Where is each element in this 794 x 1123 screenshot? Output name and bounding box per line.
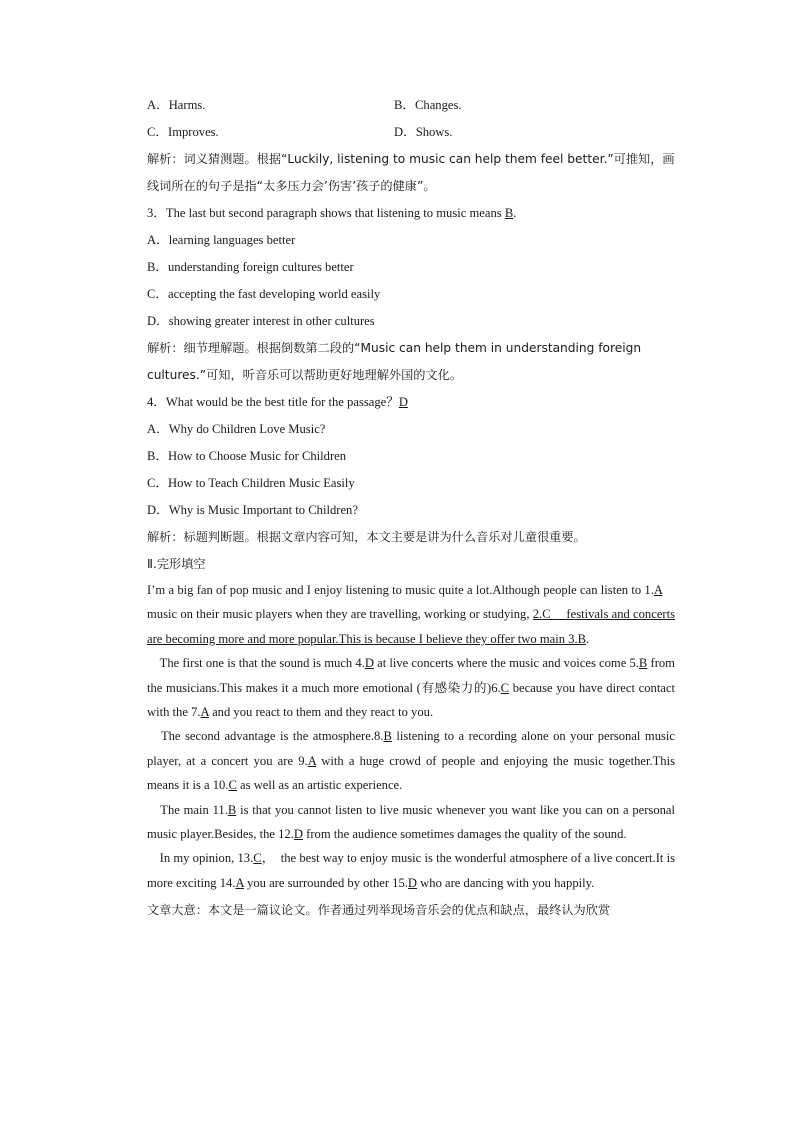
q2-option-a: A．Harms. (147, 98, 206, 112)
q2-options-row-2 (147, 119, 675, 146)
blank-9: A (307, 753, 317, 768)
document-page (147, 92, 675, 924)
cloze-paragraph-3: The second advantage is the atmosphere.8.B listening to a recording alone on your personal music player, at a concert you are 9.A with a huge crowd of people and enjoying the music together.This means it is a 10.C as well as an artistic experience. (147, 729, 675, 793)
blank-4: D (364, 656, 374, 671)
blank-7: A (200, 705, 209, 720)
q3-analysis-line-2: cultures.”可知，听音乐可以帮助更好地理解外国的文化。 (147, 368, 463, 382)
q4-option-d: D．Why is Music Important to Children? (147, 503, 358, 517)
q2-option-c: C．Improves. (147, 125, 219, 139)
q2-options-row-1 (147, 92, 675, 119)
blank-8: B (383, 729, 392, 744)
blank-12: D (293, 827, 304, 842)
underlined-sentence: 2.C__ festivals and concerts are becoming more and more popular.This is because I believe they offer two main 3.B (147, 607, 675, 646)
blank-15: D (407, 875, 418, 890)
q4-stem: 4．What would be the best title for the passage？D (147, 395, 408, 409)
blank-1: A (653, 583, 663, 597)
q4-option-c: C．How to Teach Children Music Easily (147, 476, 355, 490)
section-heading: Ⅱ.完形填空 (147, 557, 206, 571)
q3-stem: 3．The last but second paragraph shows that listening to music means B. (147, 206, 517, 220)
q3-option-a: A．learning languages better (147, 233, 296, 247)
q4-answer: D (398, 395, 408, 409)
q3-option-d: D．showing greater interest in other cultures (147, 314, 375, 328)
q4-option-b: B．How to Choose Music for Children (147, 449, 347, 463)
q2-analysis-line-2: 线词所在的句子是指“太多压力会’伤害’孩子的健康”。 (147, 179, 436, 193)
q3-analysis-line-1: 解析：细节理解题。根据倒数第二段的“Music can help them in understanding foreign (147, 341, 642, 355)
q4-analysis: 解析：标题判断题。根据文章内容可知，本文主要是讲为什么音乐对儿童很重要。 (147, 530, 586, 544)
q2-option-b: B．Changes. (394, 98, 462, 112)
blank-14: A (235, 875, 244, 890)
q3-answer: B (504, 206, 514, 220)
cloze-paragraph-4: The main 11.B is that you cannot listen to live music whenever you want like you can on a personal music player.Besides, the 12.D from the audience sometimes damages the quality of the sound. (147, 802, 675, 842)
blank-10: C (228, 778, 237, 793)
q2-option-d: D．Shows. (394, 125, 453, 139)
q2-analysis-line-1: 解析：词义猜测题。根据“Luckily, listening to music can help them feel better.”可推知，画 (147, 152, 675, 166)
blank-13: C (253, 851, 262, 866)
cloze-paragraph-2: The first one is that the sound is much 4.D at live concerts where the music and voices come 5.B from the musicians.This makes it a much more emotional (有感染力的)6.C because you have direct contact with the 7.A and you react to them and they react to you. (147, 656, 675, 720)
q3-option-b: B．understanding foreign cultures better (147, 260, 354, 274)
q4-option-a: A．Why do Children Love Music? (147, 422, 326, 436)
cloze-paragraph-1: I’m a big fan of pop music and I enjoy listening to music quite a lot.Although people can listen to 1.A music on their music players when they are travelling, working or studying, 2.C__ festivals and concerts are becoming more and more popular.This is because I believe they offer two main 3.B. (147, 583, 676, 646)
q3-option-c: C．accepting the fast developing world easily (147, 287, 381, 301)
passage-summary: 文章大意：本文是一篇议论文。作者通过列举现场音乐会的优点和缺点，最终认为欣赏 (147, 903, 611, 918)
blank-5: B (638, 656, 648, 671)
blank-6: C (500, 680, 510, 695)
cloze-paragraph-5: In my opinion, 13.C， the best way to enjoy music is the wonderful atmosphere of a live concert.It is more exciting 14.A you are surrounded by other 15.D who are dancing with you happily. (147, 851, 675, 890)
blank-11: B (227, 802, 237, 817)
